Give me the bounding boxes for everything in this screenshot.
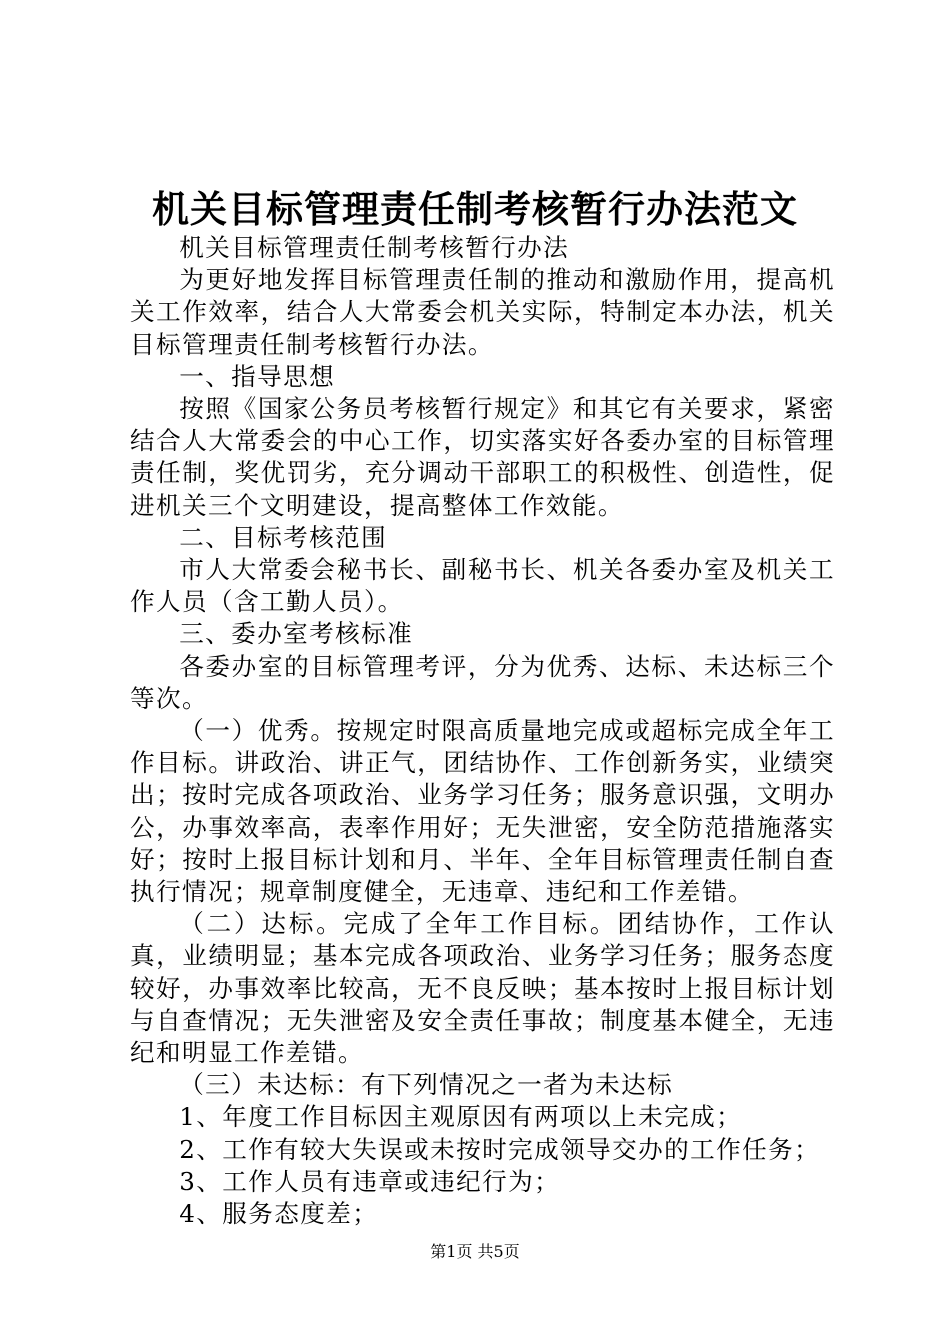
list-item: 4、服务态度差； <box>179 1199 379 1229</box>
list-item: 3、工作人员有违章或违纪行为； <box>179 1166 561 1196</box>
list-item: 2、工作有较大失误或未按时完成领导交办的工作任务； <box>179 1134 821 1164</box>
document-title: 机关目标管理责任制考核暂行办法范文 <box>152 187 798 231</box>
section-heading-scope: 二、目标考核范围 <box>179 522 388 552</box>
list-item: 1、年度工作目标因主观原因有两项以上未完成； <box>179 1102 743 1132</box>
intro-paragraph: 为更好地发挥目标管理责任制的推动和激励作用，提高机关工作效率，结合人大常委会机关实际，特制定本办法，机关目标管理责任制考核暂行办法。 <box>130 265 835 359</box>
excellent-criteria-paragraph: （一）优秀。按规定时限高质量地完成或超标完成全年工作目标。讲政治、讲正气，团结协作、工作创新务实，业绩突出；按时完成各项政治、业务学习任务；服务意识强，文明办公，办事效率高，表率作用好；无失泄密，安全防范措施落实好；按时上报目标计划和月、半年、全年目标管理责任制自查执行情况；规章制度健全，无违章、违纪和工作差错。 <box>130 716 835 907</box>
unqualified-heading: （三）未达标：有下列情况之一者为未达标 <box>179 1070 674 1100</box>
section-heading-guiding-ideology: 一、指导思想 <box>179 361 336 391</box>
section-heading-standards: 三、委办室考核标准 <box>179 619 414 649</box>
subtitle-paragraph: 机关目标管理责任制考核暂行办法 <box>179 233 570 262</box>
page-number-footer: 第1页 共5页 <box>430 1242 520 1261</box>
qualified-criteria-paragraph: （二）达标。完成了全年工作目标。团结协作，工作认真，业绩明显；基本完成各项政治、业务学习任务；服务态度较好，办事效率比较高，无不良反映；基本按时上报目标计划与自查情况；无失泄密及安全责任事故；制度基本健全，无违纪和明显工作差错。 <box>130 909 835 1068</box>
standards-paragraph: 各委办室的目标管理考评，分为优秀、达标、未达标三个等次。 <box>130 651 835 713</box>
guiding-ideology-paragraph: 按照《国家公务员考核暂行规定》和其它有关要求，紧密结合人大常委会的中心工作，切实落实好各委办室的目标管理责任制，奖优罚劣，充分调动干部职工的积极性、创造性，促进机关三个文明建设，提高整体工作效能。 <box>130 394 835 520</box>
scope-paragraph: 市人大常委会秘书长、副秘书长、机关各委办室及机关工作人员（含工勤人员）。 <box>130 555 835 617</box>
document-body <box>130 232 835 1230</box>
